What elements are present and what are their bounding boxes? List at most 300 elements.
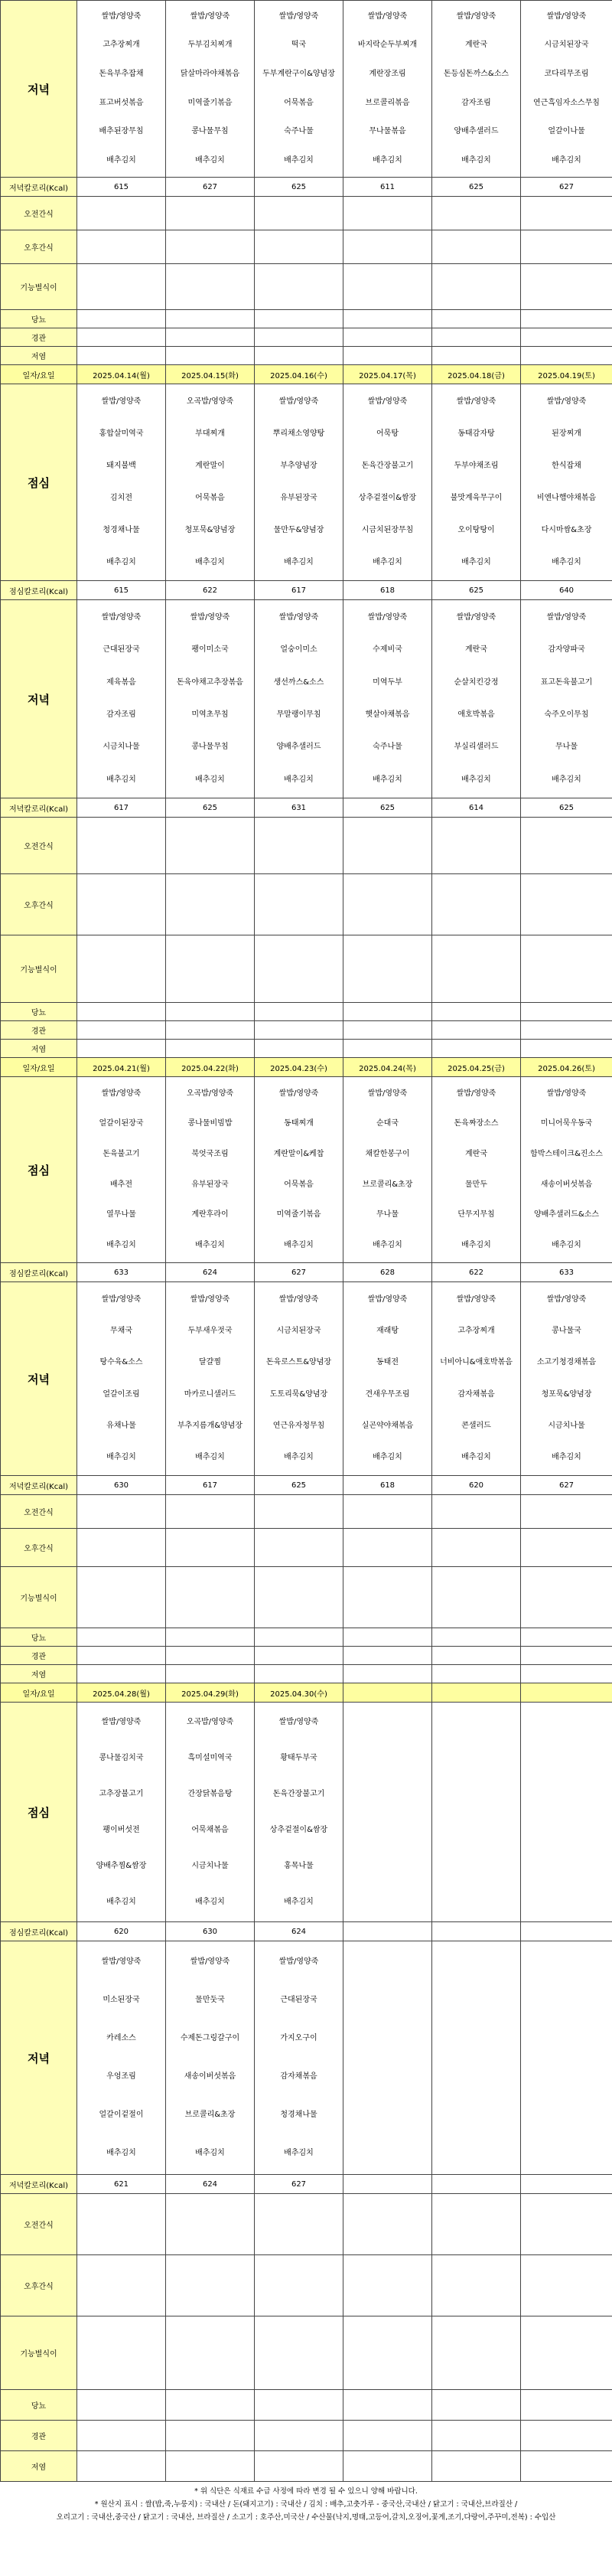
date-header-row <box>1 1058 612 1077</box>
calorie-value: 617 <box>77 798 166 818</box>
pm-snack-cell <box>166 1529 255 1567</box>
pm-snack-cell <box>255 2255 343 2316</box>
menu-cell <box>166 1703 255 1922</box>
date-cell: 2025.04.24(목) <box>343 1058 432 1077</box>
lunch-cal-row <box>1 581 612 600</box>
low-salt-cell <box>343 2451 432 2482</box>
menu-item: 닭살마라야채볶음 <box>180 70 240 79</box>
row-label-lunch-cal: 점심칼로리(Kcal) <box>1 1263 77 1282</box>
am-snack-cell <box>77 197 166 230</box>
menu-item: 양배추샐러드 <box>276 743 321 752</box>
calorie-value: 633 <box>521 1263 612 1282</box>
menu-item: 계란말이&케찹 <box>273 1150 324 1159</box>
diabetic-row <box>1 2390 612 2421</box>
row-label-low-salt: 저염 <box>1 2451 77 2482</box>
menu-cell <box>166 384 255 581</box>
low-salt-cell <box>166 347 255 365</box>
calorie-value <box>343 2175 432 2194</box>
menu-item: 순대국 <box>376 1119 399 1128</box>
date-cell <box>343 1683 432 1703</box>
menu-cell <box>521 384 612 581</box>
pm-snack-row <box>1 874 612 935</box>
date-cell: 2025.04.30(수) <box>255 1683 343 1703</box>
diabetic-cell <box>521 1628 612 1647</box>
menu-item: 콩나물김치국 <box>99 1753 144 1762</box>
row-label-lunch: 점심 <box>1 1703 77 1922</box>
pm-snack-cell <box>343 874 432 935</box>
menu-item: 돈육간장불고기 <box>272 1789 325 1798</box>
low-salt-cell <box>432 347 521 365</box>
diabetic-cell <box>77 1628 166 1647</box>
functional-diet-cell <box>343 1567 432 1628</box>
functional-diet-row <box>1 264 612 310</box>
menu-item: 비엔나햄야채볶음 <box>536 494 597 502</box>
am-snack-cell <box>343 197 432 230</box>
functional-diet-cell <box>166 1567 255 1628</box>
menu-item-list <box>255 1284 343 1474</box>
menu-item-list <box>166 1284 254 1474</box>
low-salt-cell <box>343 1040 432 1058</box>
menu-item: 콩나물무침 <box>191 743 229 752</box>
row-label-lunch: 점심 <box>1 384 77 581</box>
pm-snack-cell <box>255 874 343 935</box>
menu-item-list <box>521 2 612 175</box>
menu-item: 쌀밥/영양죽 <box>190 11 230 21</box>
diabetic-cell <box>255 1628 343 1647</box>
functional-diet-row <box>1 935 612 1003</box>
calorie-value: 630 <box>77 1476 166 1495</box>
menu-item-list <box>255 2 343 175</box>
menu-cell <box>166 600 255 798</box>
low-salt-cell <box>521 1665 612 1683</box>
menu-item: 쌀밥/영양죽 <box>101 1717 142 1726</box>
menu-item: 무말랭이무침 <box>276 710 321 720</box>
tube-feed-cell <box>255 1647 343 1665</box>
menu-item: 배추김치 <box>195 1241 225 1250</box>
am-snack-cell <box>166 197 255 230</box>
diabetic-row <box>1 310 612 328</box>
low-salt-cell <box>255 347 343 365</box>
menu-item: 얼갈이조림 <box>103 1389 140 1399</box>
diabetic-cell <box>432 310 521 328</box>
menu-item: 불맛계육무구이 <box>450 494 503 502</box>
diabetic-row <box>1 1003 612 1021</box>
menu-item: 배추된장무침 <box>99 127 144 136</box>
menu-item: 시금치된장국 <box>544 41 589 50</box>
menu-item: 새송이버섯볶음 <box>540 1180 593 1189</box>
menu-item: 배추김치 <box>106 558 136 566</box>
low-salt-cell <box>166 2451 255 2482</box>
tube-feed-cell <box>77 1647 166 1665</box>
menu-item-list <box>343 386 431 579</box>
menu-item: 배추김치 <box>552 1241 581 1250</box>
menu-item: 고추장찌개 <box>457 1326 495 1335</box>
diabetic-cell <box>77 1003 166 1021</box>
tube-feed-cell <box>166 2421 255 2451</box>
functional-diet-cell <box>343 935 432 1003</box>
functional-diet-row <box>1 1567 612 1628</box>
functional-diet-cell <box>166 264 255 310</box>
low-salt-cell <box>77 1665 166 1683</box>
date-cell: 2025.04.14(월) <box>77 365 166 384</box>
calorie-value: 625 <box>343 798 432 818</box>
menu-cell <box>255 1941 343 2175</box>
functional-diet-cell <box>255 1567 343 1628</box>
menu-item: 배추김치 <box>284 156 314 165</box>
calorie-value: 611 <box>343 178 432 197</box>
menu-item: 쌀밥/영양죽 <box>101 11 142 21</box>
row-label-lunch-cal: 점심칼로리(Kcal) <box>1 1922 77 1941</box>
am-snack-row <box>1 818 612 874</box>
menu-item: 돈육간장불고기 <box>361 462 414 470</box>
menu-item: 바지락순두부찌개 <box>357 41 418 50</box>
menu-item: 유부된장국 <box>191 1180 229 1189</box>
row-label-dinner-cal: 저녁칼로리(Kcal) <box>1 798 77 818</box>
menu-item: 미역초무침 <box>191 710 229 720</box>
menu-item: 돼지불백 <box>106 462 136 470</box>
menu-item-list <box>166 1943 254 2173</box>
menu-item: 쌀밥/영양죽 <box>190 613 230 622</box>
menu-item: 어묵볶음 <box>284 1180 314 1189</box>
tube-feed-row <box>1 328 612 347</box>
menu-item-list <box>521 1284 612 1474</box>
menu-item: 두부새우젓국 <box>187 1326 233 1335</box>
menu-item-list <box>166 1704 254 1920</box>
row-label-low-salt: 저염 <box>1 1665 77 1683</box>
menu-item: 돈육짜장소스 <box>454 1119 499 1128</box>
menu-item: 마카로니샐러드 <box>184 1389 236 1399</box>
menu-item: 감자채볶음 <box>457 1389 495 1399</box>
row-label-date-header: 일자/요일 <box>1 1683 77 1703</box>
diabetic-cell <box>255 1003 343 1021</box>
menu-item: 얼갈이된장국 <box>99 1119 144 1128</box>
functional-diet-cell <box>166 2316 255 2390</box>
menu-item: 홍목나물 <box>284 1861 314 1870</box>
diabetic-cell <box>166 1628 255 1647</box>
low-salt-cell <box>521 1040 612 1058</box>
diabetic-cell <box>432 1003 521 1021</box>
menu-item: 감자조림 <box>461 98 491 107</box>
functional-diet-cell <box>77 935 166 1003</box>
menu-item: 된장찌개 <box>552 429 581 438</box>
menu-item: 부실리샐러드 <box>454 743 499 752</box>
menu-cell <box>432 1941 521 2175</box>
am-snack-cell <box>343 1495 432 1529</box>
row-label-soft: 경관 <box>1 1021 77 1040</box>
calorie-value: 621 <box>77 2175 166 2194</box>
menu-item: 도토리묵&양념장 <box>269 1389 328 1399</box>
menu-item: 쌀밥/영양죽 <box>546 397 587 406</box>
menu-cell <box>343 1282 432 1476</box>
menu-cell <box>521 1703 612 1922</box>
menu-cell <box>166 1941 255 2175</box>
menu-item: 부추양념장 <box>280 462 317 470</box>
row-label-am-snack: 오전간식 <box>1 1495 77 1529</box>
menu-item-list <box>255 1704 343 1920</box>
row-label-dinner: 저녁 <box>1 1 77 178</box>
menu-item: 배추김치 <box>106 775 136 784</box>
menu-item: 유부된장국 <box>280 494 317 502</box>
menu-item: 팽이미소국 <box>191 645 229 655</box>
functional-diet-cell <box>521 264 612 310</box>
menu-item: 배추김치 <box>195 156 225 165</box>
menu-item-list <box>255 1079 343 1261</box>
low-salt-cell <box>255 1665 343 1683</box>
row-label-soft: 경관 <box>1 328 77 347</box>
menu-item: 미소된장국 <box>103 1996 140 2004</box>
menu-item: 다시마쌈&초장 <box>541 526 592 534</box>
lunch-cal-row <box>1 1263 612 1282</box>
menu-item-list <box>166 602 254 796</box>
menu-cell <box>77 1 166 178</box>
tube-feed-row <box>1 1021 612 1040</box>
low-salt-cell <box>166 1040 255 1058</box>
menu-item: 두부계란구이&양념장 <box>262 70 335 79</box>
menu-item: 쌀밥/영양죽 <box>190 1957 230 1966</box>
menu-cell <box>77 384 166 581</box>
calorie-value: 615 <box>77 178 166 197</box>
menu-item: 제육볶음 <box>106 677 136 687</box>
menu-cell <box>432 384 521 581</box>
am-snack-cell <box>432 2194 521 2255</box>
functional-diet-cell <box>432 935 521 1003</box>
row-label-dinner-cal: 저녁칼로리(Kcal) <box>1 2175 77 2194</box>
menu-item: 쌀밥/영양죽 <box>456 613 496 622</box>
tube-feed-cell <box>343 328 432 347</box>
menu-item: 배추김치 <box>195 1897 225 1906</box>
date-cell <box>521 1683 612 1703</box>
menu-cell <box>521 1941 612 2175</box>
calorie-value: 627 <box>521 1476 612 1495</box>
menu-item-list <box>77 602 165 796</box>
tube-feed-cell <box>432 1021 521 1040</box>
menu-item: 열무나물 <box>106 1210 136 1219</box>
menu-item: 쌀밥/영양죽 <box>278 613 319 622</box>
menu-cell <box>521 1077 612 1263</box>
calorie-value: 625 <box>521 798 612 818</box>
calorie-value: 625 <box>432 581 521 600</box>
calorie-value: 627 <box>521 178 612 197</box>
diabetic-cell <box>77 310 166 328</box>
row-label-functional: 기능별식이 <box>1 264 77 310</box>
row-label-pm-snack: 오후간식 <box>1 2255 77 2316</box>
menu-item: 실곤약야채볶음 <box>361 1421 414 1430</box>
low-salt-cell <box>255 2451 343 2482</box>
am-snack-cell <box>255 197 343 230</box>
menu-cell <box>521 1282 612 1476</box>
menu-item: 계란국 <box>465 645 487 655</box>
diabetic-cell <box>343 2390 432 2421</box>
menu-item: 쌀밥/영양죽 <box>278 397 319 406</box>
menu-item: 배추김치 <box>284 1241 314 1250</box>
am-snack-cell <box>343 2194 432 2255</box>
row-label-functional: 기능별식이 <box>1 2316 77 2390</box>
menu-item: 배추김치 <box>552 558 581 566</box>
tube-feed-cell <box>521 328 612 347</box>
am-snack-row <box>1 197 612 230</box>
menu-item: 오곡밥/영양죽 <box>186 397 234 406</box>
menu-item: 청경채나물 <box>280 2111 317 2119</box>
menu-item: 시금치된장무침 <box>361 526 414 534</box>
menu-item: 계란말이 <box>195 462 225 470</box>
date-cell: 2025.04.23(수) <box>255 1058 343 1077</box>
menu-cell <box>521 600 612 798</box>
menu-item: 동태감자탕 <box>457 429 495 438</box>
date-cell: 2025.04.15(화) <box>166 365 255 384</box>
menu-cell <box>343 600 432 798</box>
date-cell: 2025.04.19(토) <box>521 365 612 384</box>
date-cell <box>432 1683 521 1703</box>
menu-item: 수제돈그링갈구이 <box>180 2034 240 2042</box>
am-snack-cell <box>432 1495 521 1529</box>
functional-diet-cell <box>343 264 432 310</box>
calorie-value <box>432 2175 521 2194</box>
pm-snack-cell <box>432 874 521 935</box>
menu-item: 어묵볶음 <box>284 98 314 107</box>
calorie-value: 627 <box>255 2175 343 2194</box>
menu-cell <box>432 1 521 178</box>
menu-item: 오이탕탕이 <box>457 526 495 534</box>
menu-item: 배추김치 <box>195 1453 225 1462</box>
diabetic-cell <box>432 2390 521 2421</box>
menu-item: 김치전 <box>110 494 132 502</box>
calorie-value: 624 <box>255 1922 343 1941</box>
pm-snack-cell <box>521 874 612 935</box>
menu-item: 우엉조림 <box>106 2072 136 2081</box>
menu-item: 어묵채볶음 <box>191 1825 229 1834</box>
calorie-value: 622 <box>166 581 255 600</box>
menu-item: 표고돈육불고기 <box>540 677 593 687</box>
menu-item: 뿌리채소영양탕 <box>272 429 325 438</box>
functional-diet-row <box>1 2316 612 2390</box>
menu-item: 어묵탕 <box>376 429 399 438</box>
row-label-low-salt: 저염 <box>1 1040 77 1058</box>
pm-snack-cell <box>255 1529 343 1567</box>
dinner-cal-row <box>1 178 612 197</box>
tube-feed-cell <box>521 1647 612 1665</box>
footer-notice <box>0 2482 612 2530</box>
menu-item: 양배추샐러드 <box>454 127 499 136</box>
calorie-value: 624 <box>166 2175 255 2194</box>
am-snack-cell <box>343 818 432 874</box>
calorie-value: 614 <box>432 798 521 818</box>
calorie-value: 631 <box>255 798 343 818</box>
row-label-diabetic: 당뇨 <box>1 310 77 328</box>
menu-item: 쌀밥/영양죽 <box>278 1957 319 1966</box>
row-label-am-snack: 오전간식 <box>1 2194 77 2255</box>
menu-item: 배추김치 <box>106 1453 136 1462</box>
row-label-lunch-cal: 점심칼로리(Kcal) <box>1 581 77 600</box>
menu-item-list <box>432 386 520 579</box>
menu-item: 쌀밥/영양죽 <box>101 397 142 406</box>
low-salt-cell <box>77 1040 166 1058</box>
menu-item: 돈육야채고추장볶음 <box>177 677 243 687</box>
menu-item: 햇살야채볶음 <box>365 710 410 720</box>
am-snack-cell <box>521 2194 612 2255</box>
menu-item: 쌀밥/영양죽 <box>367 11 408 21</box>
menu-item: 동태전 <box>376 1358 399 1367</box>
tube-feed-row <box>1 1647 612 1665</box>
menu-cell <box>166 1077 255 1263</box>
menu-item: 배추김치 <box>195 558 225 566</box>
menu-item: 미역두부 <box>373 677 402 687</box>
am-snack-cell <box>521 197 612 230</box>
tube-feed-cell <box>255 2421 343 2451</box>
menu-item: 배추김치 <box>373 558 402 566</box>
menu-item: 유채나물 <box>106 1421 136 1430</box>
menu-item: 브로콜리&초장 <box>184 2111 236 2119</box>
am-snack-row <box>1 1495 612 1529</box>
pm-snack-cell <box>432 2255 521 2316</box>
menu-cell <box>432 1703 521 1922</box>
menu-item: 탕수육&소스 <box>99 1358 143 1367</box>
am-snack-cell <box>77 818 166 874</box>
menu-item: 쌀밥/영양죽 <box>546 613 587 622</box>
menu-item: 숙주나물 <box>373 743 402 752</box>
menu-item: 돈육로스트&양념장 <box>265 1358 332 1367</box>
menu-item: 숙주오이무침 <box>544 710 589 720</box>
menu-item: 가지오구이 <box>280 2034 317 2042</box>
menu-cell <box>343 1077 432 1263</box>
menu-item: 양배추찜&쌈장 <box>96 1861 147 1870</box>
menu-cell <box>255 600 343 798</box>
calorie-value <box>521 1922 612 1941</box>
tube-feed-cell <box>77 1021 166 1040</box>
menu-item: 소고기청경채볶음 <box>536 1358 597 1367</box>
menu-item: 쌀밥/영양죽 <box>546 1295 587 1304</box>
lunch-cal-row <box>1 1922 612 1941</box>
menu-item-list <box>166 2 254 175</box>
menu-item: 쌀밥/영양죽 <box>278 1295 319 1304</box>
pm-snack-cell <box>166 874 255 935</box>
tube-feed-cell <box>432 2421 521 2451</box>
functional-diet-cell <box>255 264 343 310</box>
menu-item-list <box>166 386 254 579</box>
calorie-value: 625 <box>166 798 255 818</box>
menu-item: 무나물볶음 <box>369 127 406 136</box>
functional-diet-cell <box>521 1567 612 1628</box>
menu-item: 연근유자청무침 <box>272 1421 325 1430</box>
row-label-soft: 경관 <box>1 2421 77 2451</box>
lunch-menu-row <box>1 384 612 581</box>
dinner-menu-row <box>1 600 612 798</box>
tube-feed-cell <box>255 328 343 347</box>
menu-item: 배추김치 <box>373 775 402 784</box>
menu-item: 물만두&양념장 <box>273 526 324 534</box>
calorie-value: 617 <box>166 1476 255 1495</box>
menu-item: 고추장찌개 <box>103 41 140 50</box>
diabetic-cell <box>343 1003 432 1021</box>
menu-item: 팽이버섯전 <box>103 1825 140 1834</box>
am-snack-cell <box>77 2194 166 2255</box>
menu-item: 배추김치 <box>284 1897 314 1906</box>
low-salt-cell <box>521 347 612 365</box>
menu-item-list <box>521 602 612 796</box>
diabetic-cell <box>255 2390 343 2421</box>
menu-item: 배추김치 <box>461 775 491 784</box>
am-snack-cell <box>521 818 612 874</box>
menu-item: 청경채나물 <box>103 526 140 534</box>
calorie-value: 625 <box>255 1476 343 1495</box>
menu-item: 배추김치 <box>106 156 136 165</box>
menu-item: 쌀밥/영양죽 <box>367 397 408 406</box>
menu-item: 생선까스&소스 <box>273 677 324 687</box>
menu-item: 두부야채조림 <box>454 462 499 470</box>
low-salt-cell <box>432 2451 521 2482</box>
low-salt-cell <box>432 1665 521 1683</box>
calorie-value: 624 <box>166 1263 255 1282</box>
lunch-menu-row <box>1 1077 612 1263</box>
